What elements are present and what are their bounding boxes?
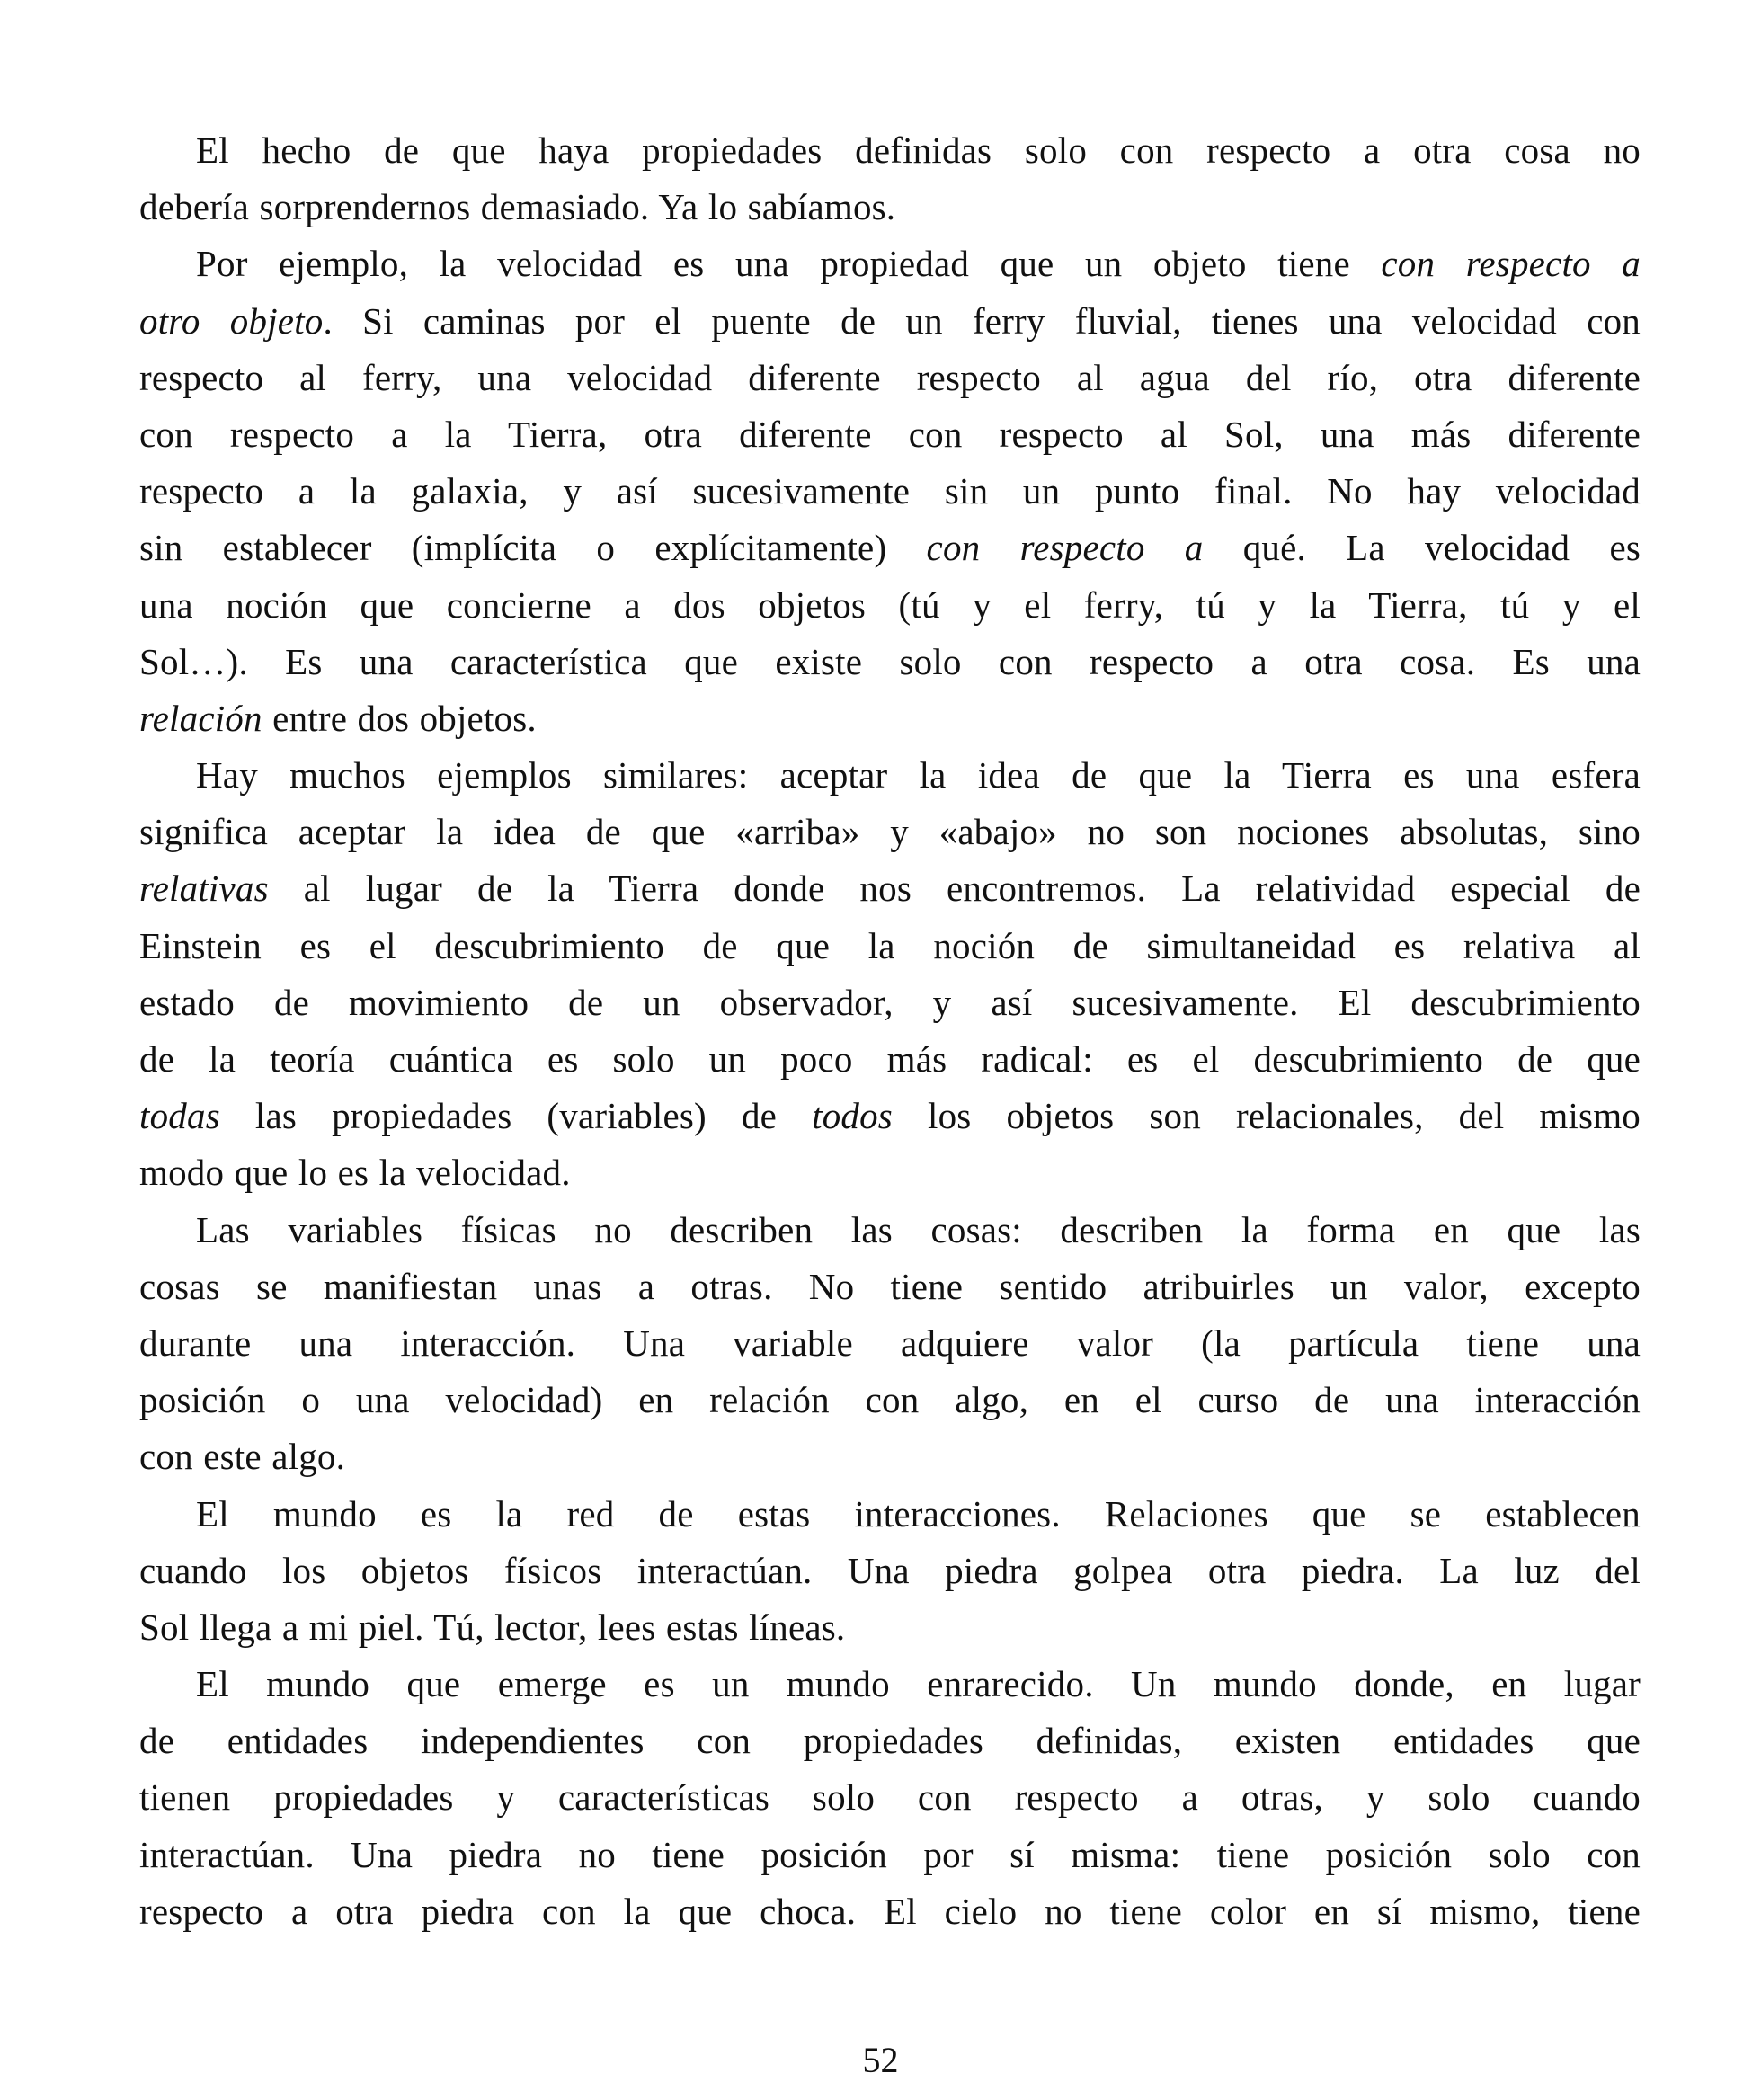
text-run: sin establecer (implícita o explícitamente) — [139, 527, 927, 569]
paragraph — [139, 1656, 1641, 1940]
italic-text: todas — [139, 1095, 220, 1137]
text-run: entre dos objetos. — [262, 697, 537, 739]
text-run: debería sorprendernos demasiado. Ya lo sabíamos. — [139, 186, 896, 228]
text-run: con respecto a la Tierra, otra diferente con respecto al Sol, una más diferente — [139, 413, 1641, 455]
text-run: posición o una velocidad) en relación con algo, en el curso de una interacción — [139, 1379, 1641, 1421]
text-line — [139, 1713, 1641, 1769]
text-run: El hecho de que haya propiedades definidas solo con respecto a otra cosa no — [196, 129, 1641, 171]
text-line — [139, 520, 1641, 576]
text-line — [139, 1769, 1641, 1826]
text-run: los objetos son relacionales, del mismo — [892, 1095, 1641, 1137]
text-run: cosas se manifiestan unas a otras. No tiene sentido atribuirles un valor, excepto — [139, 1265, 1641, 1307]
text-line — [139, 463, 1641, 520]
italic-text: con respecto a — [1381, 243, 1641, 285]
text-run: estado de movimiento de un observador, y así sucesivamente. El descubrimiento — [139, 981, 1641, 1023]
text-run: Sol…). Es una característica que existe solo con respecto a otra cosa. Es una — [139, 640, 1641, 682]
text-run: Hay muchos ejemplos similares: aceptar la idea de que la Tierra es una esfera — [196, 754, 1641, 796]
text-line — [139, 918, 1641, 974]
paragraph — [139, 1486, 1641, 1657]
italic-text: todos — [812, 1095, 893, 1137]
paragraph — [139, 122, 1641, 236]
italic-text: otro objeto — [139, 299, 324, 342]
page-number: 52 — [862, 2040, 899, 2080]
text-line — [139, 1827, 1641, 1883]
page-body — [139, 122, 1641, 1940]
text-line — [139, 1031, 1641, 1088]
paragraph — [139, 1202, 1641, 1486]
text-line — [139, 236, 1641, 292]
text-run: al lugar de la Tierra donde nos encontremos. La relatividad especial de — [268, 868, 1641, 910]
text-run: una noción que concierne a dos objetos (tú y el ferry, tú y la Tierra, tú y el — [139, 583, 1641, 626]
text-line — [139, 1259, 1641, 1315]
text-run: Por ejemplo, la velocidad es una propiedad que un objeto tiene — [196, 243, 1382, 285]
text-line — [139, 1599, 1641, 1656]
text-line — [139, 1883, 1641, 1940]
text-line — [139, 1202, 1641, 1259]
text-line — [139, 690, 1641, 747]
text-line — [139, 1486, 1641, 1543]
text-line — [139, 1144, 1641, 1201]
text-run: durante una interacción. Una variable adquiere valor (la partícula tiene una — [139, 1321, 1641, 1364]
text-line — [139, 1315, 1641, 1372]
text-run: cuando los objetos físicos interactúan. Una piedra golpea otra piedra. La luz del — [139, 1549, 1641, 1591]
italic-text: relación — [139, 697, 262, 739]
text-line — [139, 350, 1641, 406]
text-run: Sol llega a mi piel. Tú, lector, lees estas líneas. — [139, 1606, 846, 1648]
text-run: Las variables físicas no describen las cosas: describen la forma en que las — [196, 1208, 1641, 1250]
text-run: interactúan. Una piedra no tiene posición por sí misma: tiene posición solo con — [139, 1833, 1641, 1875]
text-line — [139, 747, 1641, 804]
text-run: las propiedades (variables) de — [219, 1095, 813, 1137]
text-run: con este algo. — [139, 1436, 346, 1478]
text-line — [139, 1428, 1641, 1485]
text-line — [139, 122, 1641, 179]
text-line — [139, 577, 1641, 634]
text-line — [139, 293, 1641, 350]
text-line — [139, 974, 1641, 1031]
text-run: de la teoría cuántica es solo un poco más radical: es el descubrimiento de que — [139, 1038, 1641, 1080]
text-run: qué. La velocidad es — [1203, 527, 1641, 569]
text-run: modo que lo es la velocidad. — [139, 1152, 571, 1194]
text-run: respecto a la galaxia, y así sucesivamente sin un punto final. No hay velocidad — [139, 470, 1641, 512]
text-run: tienen propiedades y características solo con respecto a otras, y solo cuando — [139, 1776, 1641, 1819]
text-run: El mundo es la red de estas interacciones. Relaciones que se establecen — [196, 1492, 1641, 1535]
text-run: . Si caminas por el puente de un ferry fluvial, tienes una velocidad con — [323, 299, 1641, 342]
paragraph — [139, 236, 1641, 747]
text-line — [139, 634, 1641, 690]
text-line — [139, 1372, 1641, 1428]
text-run: Einstein es el descubrimiento de que la noción de simultaneidad es relativa al — [139, 924, 1641, 966]
text-line — [139, 860, 1641, 917]
text-run: de entidades independientes con propiedades definidas, existen entidades que — [139, 1720, 1641, 1762]
paragraph — [139, 747, 1641, 1202]
text-run: significa aceptar la idea de que «arriba» y «abajo» no son nociones absolutas, sino — [139, 811, 1641, 853]
text-run: respecto al ferry, una velocidad diferente respecto al agua del río, otra diferente — [139, 356, 1641, 398]
italic-text: relativas — [139, 868, 269, 910]
text-line — [139, 406, 1641, 463]
text-line — [139, 1543, 1641, 1599]
text-run: El mundo que emerge es un mundo enrarecido. Un mundo donde, en lugar — [196, 1663, 1641, 1705]
text-line — [139, 804, 1641, 860]
text-line — [139, 1088, 1641, 1144]
text-run: respecto a otra piedra con la que choca. El cielo no tiene color en sí mismo, tiene — [139, 1890, 1641, 1932]
text-line — [139, 179, 1641, 236]
italic-text: con respecto a — [926, 527, 1204, 569]
text-line — [139, 1656, 1641, 1713]
